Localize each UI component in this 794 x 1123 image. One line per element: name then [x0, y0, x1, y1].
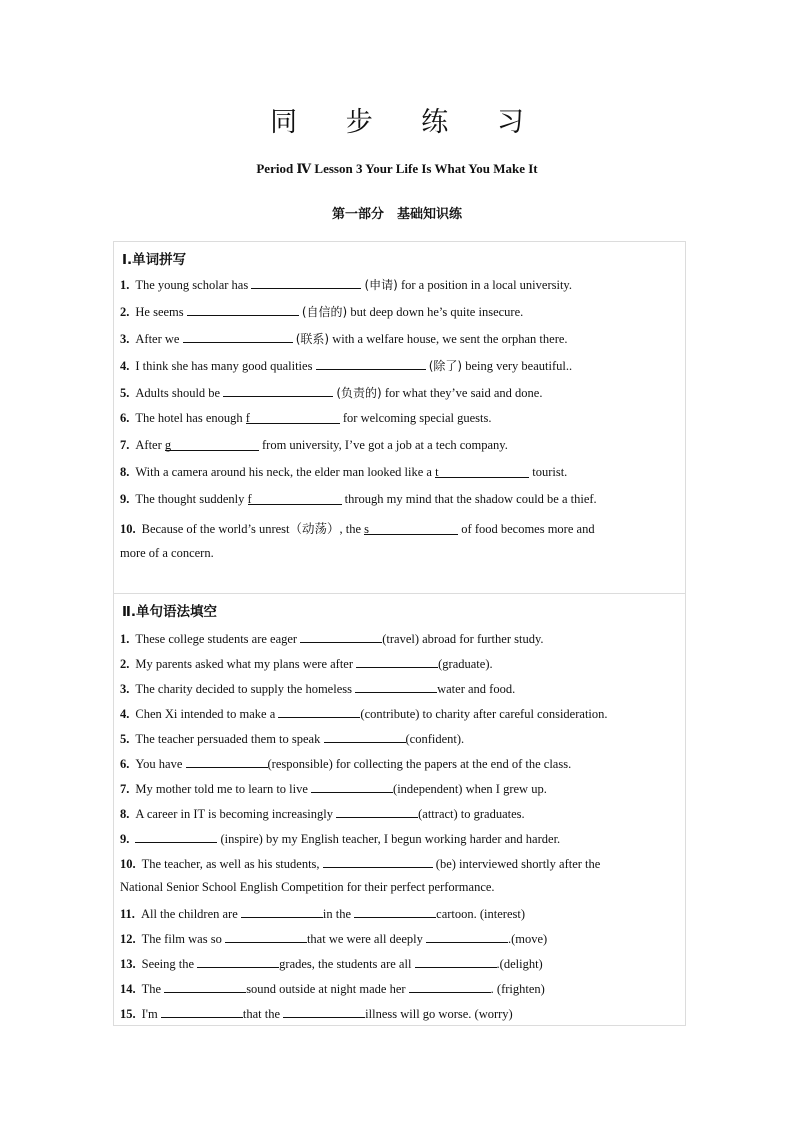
chinese-hint: (联系)	[295, 332, 330, 346]
item-text: Seeing the	[141, 957, 198, 971]
s2-item-5	[120, 730, 680, 747]
item-text: (independent) when I grew up.	[393, 782, 547, 796]
answer-blank[interactable]	[435, 465, 529, 478]
s2-item-7	[120, 780, 680, 797]
item-text: from university, I’ve got a job at a tech company.	[262, 438, 508, 452]
item-text: The thought suddenly	[135, 492, 248, 506]
item-number: 7.	[120, 438, 130, 452]
item-text: My mother told me to learn to live	[135, 782, 312, 796]
s1-item-5	[120, 384, 680, 401]
first-letter-hint: s	[364, 522, 370, 536]
item-text: The young scholar has	[135, 278, 252, 292]
section-1-box	[113, 241, 686, 594]
s2-item-15	[120, 1005, 680, 1022]
item-number: 8.	[120, 807, 130, 821]
answer-blank[interactable]	[355, 680, 437, 693]
s1-item-9	[120, 492, 680, 507]
answer-blank[interactable]	[415, 955, 497, 968]
answer-blank[interactable]	[223, 384, 333, 397]
item-number: 4.	[120, 707, 130, 721]
answer-blank[interactable]	[316, 357, 426, 370]
item-text: being very beautiful..	[462, 359, 573, 373]
s2-item-10	[120, 855, 680, 872]
item-text: Because of the world’s unrest（动荡）, the	[141, 522, 365, 536]
item-number: 13.	[120, 957, 136, 971]
answer-blank[interactable]	[283, 1005, 365, 1018]
item-text: that we were all deeply	[306, 932, 426, 946]
answer-blank[interactable]	[323, 855, 433, 868]
item-text: grades, the students are all	[279, 957, 415, 971]
s2-item-13	[120, 955, 680, 972]
item-text: A career in IT is becoming increasingly	[135, 807, 337, 821]
item-number: 9.	[120, 492, 130, 506]
answer-blank[interactable]	[278, 705, 360, 718]
answer-blank[interactable]	[246, 411, 340, 424]
item-number: 15.	[120, 1007, 136, 1021]
item-number: 6.	[120, 411, 130, 425]
s2-item-6	[120, 755, 680, 772]
item-text: I think she has many good qualities	[135, 359, 316, 373]
item-number: 10.	[120, 857, 136, 871]
item-text: sound outside at night made her	[246, 982, 409, 996]
item-text: He seems	[135, 305, 187, 319]
item-text: These college students are eager	[135, 632, 301, 646]
item-text: tourist.	[532, 465, 568, 479]
item-text: With a camera around his neck, the elder man looked like a	[135, 465, 436, 479]
chinese-hint: (除了)	[428, 359, 463, 373]
item-text: The teacher, as well as his students,	[141, 857, 323, 871]
s2-item-8	[120, 805, 680, 822]
item-text: that the	[242, 1007, 284, 1021]
part-heading: 第一部分 基础知识练	[331, 207, 462, 222]
item-text: (contribute) to charity after careful consideration.	[360, 707, 608, 721]
answer-blank[interactable]	[186, 755, 268, 768]
s1-item-2	[120, 303, 680, 320]
chinese-hint: (申请)	[364, 278, 398, 292]
answer-blank[interactable]	[183, 330, 293, 343]
item-text: (confident).	[405, 732, 465, 746]
answer-blank[interactable]	[241, 905, 323, 918]
s2-item-14	[120, 980, 680, 997]
item-number: 1.	[120, 278, 130, 292]
answer-blank[interactable]	[197, 955, 279, 968]
answer-blank[interactable]	[248, 492, 342, 505]
item-text: with a welfare house, we sent the orphan there.	[329, 332, 568, 346]
s2-item-2	[120, 655, 680, 672]
item-number: 2.	[120, 657, 130, 671]
s1-item-10	[120, 519, 680, 537]
item-text: .(delight)	[496, 957, 543, 971]
item-text: Adults should be	[135, 386, 224, 400]
answer-blank[interactable]	[426, 930, 508, 943]
lesson-subtitle: Period Ⅳ Lesson 3 Your Life Is What You Make It	[256, 161, 538, 176]
s2-item-11	[120, 905, 680, 922]
item-number: 3.	[120, 332, 130, 346]
item-number: 6.	[120, 757, 130, 771]
s1-item-6	[120, 411, 680, 426]
item-text: (responsible) for collecting the papers at the end of the class.	[267, 757, 572, 771]
item-text: (travel) abroad for further study.	[382, 632, 544, 646]
item-text: .(move)	[508, 932, 548, 946]
first-letter-hint: t	[435, 465, 439, 479]
item-number: 7.	[120, 782, 130, 796]
s2-item-4	[120, 705, 680, 722]
item-text: (be) interviewed shortly after the	[432, 857, 601, 871]
s2-item-3	[120, 680, 680, 697]
item-text: but deep down he’s quite insecure.	[347, 305, 524, 319]
page-title: 同 步 练 习	[270, 107, 544, 138]
item-number: 3.	[120, 682, 130, 696]
item-text: After we	[135, 332, 183, 346]
item-number: 11.	[120, 907, 135, 921]
answer-blank[interactable]	[225, 930, 307, 943]
item-number: 10.	[120, 522, 136, 536]
s1-item-7	[120, 438, 680, 453]
item-text: (inspire) by my English teacher, I begun working harder and harder.	[217, 832, 561, 846]
answer-blank[interactable]	[165, 438, 259, 451]
item-number: 5.	[120, 386, 130, 400]
answer-blank[interactable]	[336, 805, 418, 818]
item-text: My parents asked what my plans were after	[135, 657, 357, 671]
answer-blank[interactable]	[324, 730, 406, 743]
item-text: in the	[322, 907, 355, 921]
answer-blank[interactable]	[311, 780, 393, 793]
item-text: illness will go worse. (worry)	[365, 1007, 513, 1021]
answer-blank[interactable]	[409, 980, 491, 993]
item-text: for what they’ve said and done.	[381, 386, 543, 400]
chinese-hint: (自信的)	[301, 305, 348, 319]
s2-item-1	[120, 630, 680, 647]
item-text: (graduate).	[438, 657, 493, 671]
section-1-title: Ⅰ.单词拼写	[122, 252, 187, 268]
s1-item-1	[120, 276, 680, 293]
answer-blank[interactable]	[251, 276, 361, 289]
s1-item-8	[120, 465, 680, 480]
item-text: Chen Xi intended to make a	[135, 707, 279, 721]
item-text: . (frighten)	[490, 982, 545, 996]
answer-blank[interactable]	[187, 303, 299, 316]
item-text: The charity decided to supply the homeless	[135, 682, 356, 696]
s1-item-3	[120, 330, 680, 347]
first-letter-hint: g	[164, 438, 172, 452]
item-text: water and food.	[437, 682, 516, 696]
section-2-box	[113, 594, 686, 1026]
item-number: 4.	[120, 359, 130, 373]
item-text: cartoon. (interest)	[436, 907, 526, 921]
item-text: The teacher persuaded them to speak	[135, 732, 324, 746]
item-text: I'm	[141, 1007, 161, 1021]
item-text: After	[135, 438, 165, 452]
chinese-hint: (负责的)	[336, 386, 382, 400]
section-2-title: Ⅱ.单句语法填空	[122, 604, 218, 620]
item-text: The	[141, 982, 165, 996]
answer-blank[interactable]	[300, 630, 382, 643]
item-text: for a position in a local university.	[397, 278, 572, 292]
item-text: All the children are	[140, 907, 241, 921]
item-number: 5.	[120, 732, 130, 746]
answer-blank[interactable]	[164, 980, 246, 993]
answer-blank[interactable]	[354, 905, 436, 918]
s2-item-9	[120, 830, 680, 847]
item-text: (attract) to graduates.	[418, 807, 525, 821]
answer-blank[interactable]	[364, 522, 458, 535]
item-number: 12.	[120, 932, 136, 946]
item-number: 1.	[120, 632, 130, 646]
item-text: The film was so	[141, 932, 225, 946]
item-number: 2.	[120, 305, 130, 319]
item-number: 14.	[120, 982, 136, 996]
item-text: The hotel has enough	[135, 411, 246, 425]
first-letter-hint: f	[247, 492, 252, 506]
s1-item-10-cont: more of a concern.	[120, 546, 214, 560]
first-letter-hint: f	[245, 411, 250, 425]
answer-blank[interactable]	[161, 1005, 243, 1018]
item-number: 9.	[120, 832, 130, 846]
item-text: through my mind that the shadow could be a thief.	[344, 492, 597, 506]
s1-item-4	[120, 357, 680, 374]
s2-item-12	[120, 930, 680, 947]
item-text: of food becomes more and	[461, 522, 595, 536]
item-number: 8.	[120, 465, 130, 479]
answer-blank[interactable]	[356, 655, 438, 668]
item-text: You have	[135, 757, 186, 771]
item-text: for welcoming special guests.	[342, 411, 492, 425]
s2-item-10-cont: National Senior School English Competition for their perfect performance.	[120, 880, 495, 894]
answer-blank[interactable]	[135, 830, 217, 843]
